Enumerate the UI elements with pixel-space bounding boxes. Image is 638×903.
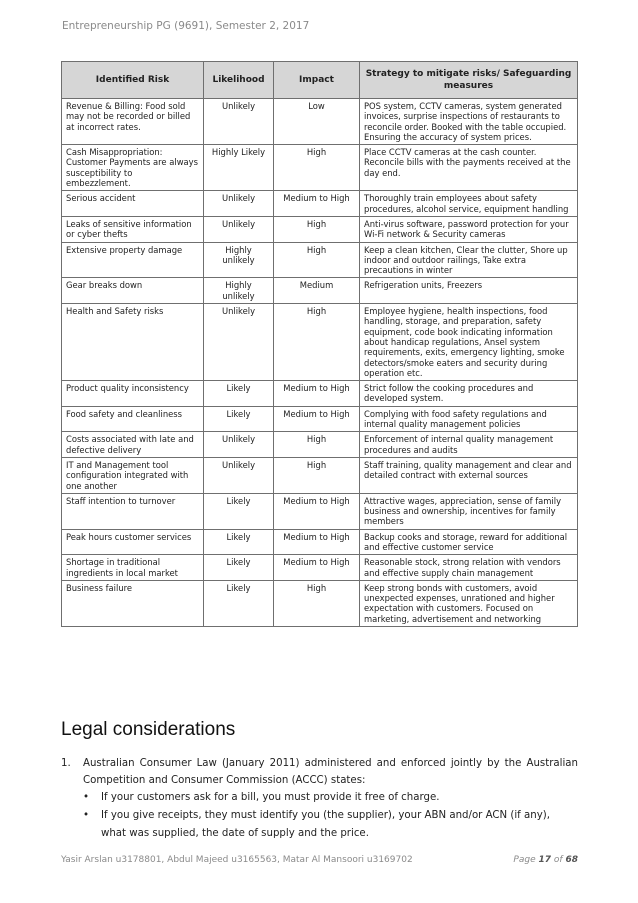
table-header-row <box>62 62 578 99</box>
cell-risk: Cash Misappropriation: Customer Payments are always susceptibility to embezzlement. <box>62 145 204 191</box>
cell-risk: Product quality inconsistency <box>62 381 204 407</box>
table-row <box>62 99 578 145</box>
cell-strategy: Place CCTV cameras at the cash counter. Reconcile bills with the payments received at the day end. <box>360 145 578 191</box>
cell-strategy: POS system, CCTV cameras, system generated invoices, surprise inspections of restaurants to reconcile order. Booked with the table occupied. Ensuring the accuracy of system prices. <box>360 99 578 145</box>
cell-likelihood: Unlikely <box>204 457 274 493</box>
bullet-icon: • <box>83 810 90 821</box>
header-strategy: Strategy to mitigate risks/ Safeguarding measures <box>360 62 578 99</box>
table-row <box>62 493 578 529</box>
cell-impact: Medium to High <box>274 493 360 529</box>
page-label: Page <box>513 855 536 865</box>
cell-strategy: Keep a clean kitchen, Clear the clutter, Shore up indoor and outdoor railings, Take extra precautions in winter <box>360 242 578 278</box>
cell-likelihood: Highly Likely <box>204 145 274 191</box>
table-row <box>62 191 578 217</box>
cell-likelihood: Highly unlikely <box>204 278 274 304</box>
header-likelihood: Likelihood <box>204 62 274 99</box>
cell-likelihood: Likely <box>204 493 274 529</box>
cell-impact: Medium to High <box>274 555 360 581</box>
table-row <box>62 304 578 381</box>
cell-risk: Gear breaks down <box>62 278 204 304</box>
cell-impact: High <box>274 242 360 278</box>
cell-risk: Peak hours customer services <box>62 529 204 555</box>
legal-list <box>61 755 578 843</box>
cell-likelihood: Unlikely <box>204 432 274 458</box>
cell-impact: High <box>274 304 360 381</box>
cell-likelihood: Unlikely <box>204 99 274 145</box>
table-row <box>62 278 578 304</box>
risk-table-body <box>62 99 578 627</box>
cell-strategy: Anti-virus software, password protection for your Wi-Fi network & Security cameras <box>360 216 578 242</box>
cell-strategy: Enforcement of internal quality management procedures and audits <box>360 432 578 458</box>
cell-impact: High <box>274 432 360 458</box>
legal-intro: Australian Consumer Law (January 2011) administered and enforced jointly by the Australian Competition and Consumer Commission (ACCC) states: <box>83 758 578 786</box>
cell-strategy: Strict follow the cooking procedures and developed system. <box>360 381 578 407</box>
cell-risk: Business failure <box>62 580 204 626</box>
table-row <box>62 432 578 458</box>
cell-impact: High <box>274 216 360 242</box>
cell-likelihood: Likely <box>204 580 274 626</box>
cell-strategy: Keep strong bonds with customers, avoid unexpected expenses, unrationed and higher expectation with customers. Focused on marketing, advertisement and networking <box>360 580 578 626</box>
page-total: 68 <box>565 855 578 865</box>
cell-risk: IT and Management tool configuration integrated with one another <box>62 457 204 493</box>
page-indicator <box>513 855 578 865</box>
of-label: of <box>553 855 563 865</box>
bullet-icon: • <box>83 792 90 803</box>
cell-impact: Medium to High <box>274 191 360 217</box>
running-header: Entrepreneurship PG (9691), Semester 2, 2017 <box>62 20 310 32</box>
cell-risk: Extensive property damage <box>62 242 204 278</box>
header-identified-risk: Identified Risk <box>62 62 204 99</box>
cell-strategy: Refrigeration units, Freezers <box>360 278 578 304</box>
cell-strategy: Staff training, quality management and clear and detailed contract with external sources <box>360 457 578 493</box>
table-row <box>62 216 578 242</box>
cell-impact: Low <box>274 99 360 145</box>
cell-likelihood: Unlikely <box>204 304 274 381</box>
cell-likelihood: Unlikely <box>204 191 274 217</box>
cell-likelihood: Likely <box>204 555 274 581</box>
cell-likelihood: Unlikely <box>204 216 274 242</box>
table-row <box>62 555 578 581</box>
cell-impact: Medium to High <box>274 381 360 407</box>
cell-likelihood: Likely <box>204 381 274 407</box>
cell-strategy: Thoroughly train employees about safety procedures, alcohol service, equipment handling <box>360 191 578 217</box>
cell-strategy: Complying with food safety regulations and internal quality management policies <box>360 406 578 432</box>
item-number: 1. <box>61 758 71 769</box>
cell-likelihood: Likely <box>204 406 274 432</box>
cell-risk: Costs associated with late and defective delivery <box>62 432 204 458</box>
cell-impact: High <box>274 145 360 191</box>
table-row <box>62 242 578 278</box>
cell-risk: Health and Safety risks <box>62 304 204 381</box>
header-impact: Impact <box>274 62 360 99</box>
table-row <box>62 580 578 626</box>
table-row <box>62 381 578 407</box>
cell-risk: Leaks of sensitive information or cyber thefts <box>62 216 204 242</box>
risk-table <box>61 61 578 627</box>
section-title-legal: Legal considerations <box>61 719 236 740</box>
table-row <box>62 529 578 555</box>
cell-risk: Food safety and cleanliness <box>62 406 204 432</box>
cell-impact: High <box>274 457 360 493</box>
page-footer <box>61 855 578 865</box>
cell-impact: Medium to High <box>274 529 360 555</box>
table-row <box>62 457 578 493</box>
cell-risk: Shortage in traditional ingredients in local market <box>62 555 204 581</box>
cell-strategy: Backup cooks and storage, reward for additional and effective customer service <box>360 529 578 555</box>
cell-impact: Medium to High <box>274 406 360 432</box>
cell-impact: Medium <box>274 278 360 304</box>
cell-likelihood: Highly unlikely <box>204 242 274 278</box>
table-row <box>62 406 578 432</box>
cell-strategy: Employee hygiene, health inspections, food handling, storage, and preparation, safety equipment, code book indicating information about handicap regulations, Ansel system requirements, exits, emergency lighting, smoke detectors/smoke eaters and security during operation etc. <box>360 304 578 381</box>
page-number: 17 <box>538 855 552 865</box>
cell-risk: Staff intention to turnover <box>62 493 204 529</box>
cell-strategy: Reasonable stock, strong relation with vendors and effective supply chain management <box>360 555 578 581</box>
legal-bullet-text: If your customers ask for a bill, you must provide it free of charge. <box>101 792 440 803</box>
table-row <box>62 145 578 191</box>
legal-bullet <box>61 789 578 807</box>
cell-likelihood: Likely <box>204 529 274 555</box>
cell-strategy: Attractive wages, appreciation, sense of family business and ownership, incentives for family members <box>360 493 578 529</box>
footer-authors: Yasir Arslan u3178801, Abdul Majeed u3165563, Matar Al Mansoori u3169702 <box>61 855 413 865</box>
legal-item <box>61 755 578 789</box>
cell-risk: Serious accident <box>62 191 204 217</box>
legal-bullet <box>61 807 578 843</box>
cell-risk: Revenue & Billing: Food sold may not be recorded or billed at incorrect rates. <box>62 99 204 145</box>
cell-impact: High <box>274 580 360 626</box>
legal-bullet-text: If you give receipts, they must identify you (the supplier), your ABN and/or ACN (if any), what was supplied, the date of supply and the price. <box>101 810 550 839</box>
